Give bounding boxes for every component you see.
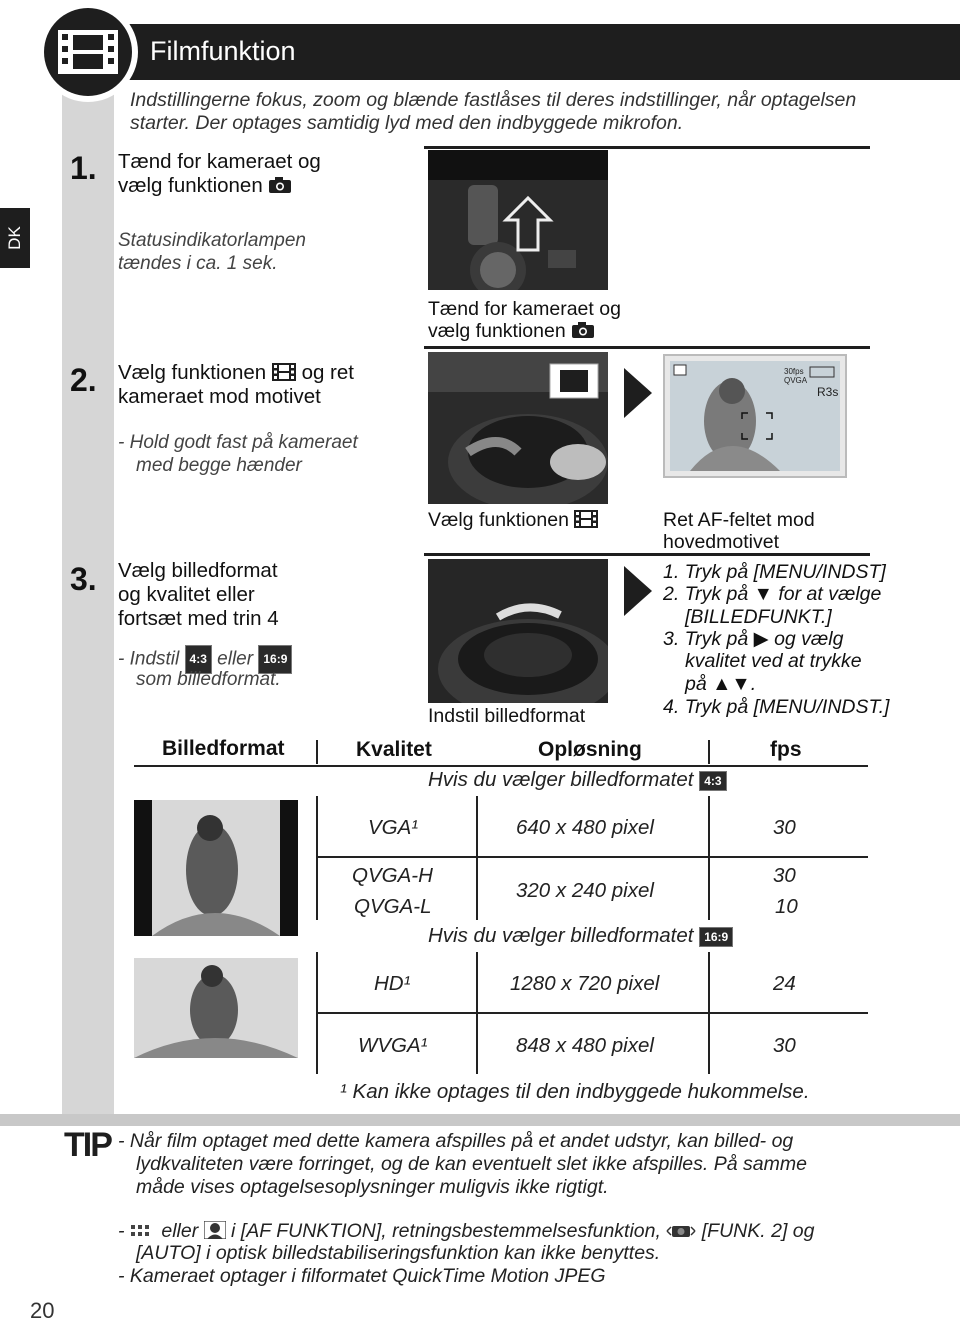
page-number: 20 — [30, 1298, 55, 1323]
row-hd-quality: HD¹ — [374, 972, 411, 995]
camera-icon — [268, 176, 292, 194]
tip-p3: - Kameraet optager i filformatet QuickTime Motion JPEG — [118, 1265, 606, 1287]
step2-line2: kameraet mod motivet — [118, 385, 321, 408]
film-icon — [44, 8, 132, 96]
menu-step-2: 2. Tryk på ▼ for at vælge — [663, 583, 882, 605]
lcd-fps: 30fps — [784, 367, 804, 376]
tip-p2a-end: [FUNK. 2] og — [701, 1220, 815, 1242]
film-icon — [574, 509, 598, 529]
aspect-4-3-badge: 4:3 — [699, 771, 726, 791]
lcd-resolution: QVGA — [784, 376, 808, 385]
row-wvga-fps: 30 — [773, 1034, 796, 1057]
row-qvgah-quality: QVGA-H — [352, 864, 433, 887]
language-tab-label: DK — [5, 226, 24, 250]
lcd-caption1: Ret AF-feltet mod — [663, 509, 815, 531]
divider-step2 — [424, 346, 870, 349]
tip-p1a: - Når film optaget med dette kamera afspilles på et andet udstyr, kan billed- og — [118, 1130, 794, 1152]
table-col-divider — [708, 952, 710, 1012]
table-col-divider — [708, 1014, 710, 1074]
row-qvgal-quality: QVGA-L — [354, 895, 432, 918]
row-hd-fps: 24 — [773, 972, 796, 995]
camera-icon — [571, 321, 595, 339]
table-col-divider — [476, 952, 478, 1012]
table-col-divider — [316, 952, 318, 1012]
menu-step-3: 3. Tryk på ▶ og vælg — [663, 628, 844, 650]
menu-step-4: 4. Tryk på [MENU/INDST.] — [663, 696, 890, 718]
table-row-line — [316, 856, 868, 858]
tip-p1c: måde vises optagelsesoplysninger muligvis ikke rigtigt. — [136, 1176, 609, 1198]
row-qvga-res: 320 x 240 pixel — [516, 879, 654, 902]
table-header-line — [134, 765, 868, 767]
menu-step-3c: på ▲▼. — [685, 673, 757, 695]
step1-line1: Tænd for kameraet og — [118, 150, 321, 173]
table-header-divider — [708, 740, 710, 764]
step1-caption2: vælg funktionen — [428, 320, 566, 342]
table-header-format: Billedformat — [162, 737, 285, 760]
lcd-caption2: hovedmotivet — [663, 531, 779, 553]
arrow-right-icon — [624, 566, 652, 616]
row-wvga-quality: WVGA¹ — [358, 1034, 428, 1057]
step3-sub1b: eller — [217, 648, 254, 670]
row-wvga-res: 848 x 480 pixel — [516, 1034, 654, 1057]
aspect-16-9-badge: 16:9 — [258, 645, 292, 674]
step2-sub1: - Hold godt fast på kameraet — [118, 432, 358, 453]
table-col-divider — [316, 796, 318, 856]
table-sub-16-9: Hvis du vælger billedformatet — [428, 924, 694, 947]
lcd-screen — [665, 356, 845, 476]
table-header-quality: Kvalitet — [356, 738, 432, 761]
tip-p2a-mid2: i [AF FUNKTION], retningsbestemmelsesfunktion, — [231, 1220, 661, 1242]
tip-p2b: [AUTO] i optisk billedstabiliseringsfunktion kan ikke benyttes. — [136, 1242, 661, 1264]
step3-number: 3. — [70, 561, 97, 597]
sample-photo-4-3 — [134, 800, 298, 936]
menu-step-3b: kvalitet ved at trykke — [685, 650, 862, 672]
camera-top-photo — [428, 150, 608, 290]
row-vga-fps: 30 — [773, 816, 796, 839]
divider-top — [424, 146, 870, 149]
step3-sub2: som billedformat. — [136, 669, 281, 690]
mode-dial-photo — [428, 352, 608, 504]
table-header-resolution: Opløsning — [538, 738, 642, 761]
intro-text: Indstillingerne fokus, zoom og blænde fastlåses til deres indstillinger, når optagelsen starter. Der optages samtidig lyd med den indbyggede mikrofon. — [130, 89, 857, 134]
tip-p2a-mid1: eller — [161, 1220, 199, 1242]
step3-line2: og kvalitet eller — [118, 583, 255, 606]
menu-step-1: 1. Tryk på [MENU/INDST] — [663, 561, 886, 583]
step3-caption: Indstil billedformat — [428, 705, 586, 727]
step1-line2: vælg funktionen — [118, 174, 263, 197]
tip-label: TIP — [64, 1126, 111, 1164]
step2-sub2: med begge hænder — [136, 455, 302, 476]
tip-bar — [0, 1114, 960, 1126]
page-title: Filmfunktion — [150, 36, 296, 66]
lens-ring-photo — [428, 559, 608, 703]
step1-number: 1. — [70, 150, 97, 186]
step2-number: 2. — [70, 362, 97, 398]
step2-line1b: og ret — [301, 361, 354, 384]
face-detection-icon — [204, 1221, 226, 1239]
step3-line3: fortsæt med trin 4 — [118, 607, 279, 630]
left-margin-band — [62, 85, 114, 1115]
step3-sub1a: - Indstil — [118, 648, 180, 670]
header-badge-inner — [44, 8, 132, 96]
table-header-divider — [316, 740, 318, 764]
table-col-divider — [708, 796, 710, 856]
row-qvgal-fps: 10 — [775, 895, 798, 918]
table-col-divider — [476, 858, 478, 920]
film-icon — [272, 362, 296, 382]
stabilizer-icon — [666, 1223, 696, 1239]
row-hd-res: 1280 x 720 pixel — [510, 972, 660, 995]
multi-area-af-icon — [130, 1223, 156, 1239]
tip-p1b: lydkvaliteten være forringet, og de kan eventuelt slet ikke afspilles. På samme — [136, 1153, 807, 1175]
table-col-divider — [476, 796, 478, 856]
tip-p2a-pre: - — [118, 1220, 125, 1242]
step1-sub2: tændes i ca. 1 sek. — [118, 253, 278, 274]
step3-line1: Vælg billedformat — [118, 559, 278, 582]
sample-photo-16-9 — [134, 958, 298, 1058]
language-tab — [0, 208, 30, 268]
step1-sub1: Statusindikatorlampen — [118, 230, 306, 251]
lcd-remaining-time: R3s — [817, 385, 839, 399]
menu-step-2b: [BILLEDFUNKT.] — [685, 606, 832, 628]
table-row-line — [316, 1012, 868, 1014]
table-col-divider — [476, 1014, 478, 1074]
table-col-divider — [316, 858, 318, 920]
aspect-4-3-badge: 4:3 — [185, 645, 212, 674]
aspect-16-9-badge: 16:9 — [699, 927, 733, 947]
table-footnote: ¹ Kan ikke optages til den indbyggede hukommelse. — [340, 1080, 810, 1103]
step2-caption: Vælg funktionen — [428, 509, 569, 531]
table-header-fps: fps — [770, 738, 802, 761]
divider-step3 — [424, 553, 870, 556]
row-vga-res: 640 x 480 pixel — [516, 816, 654, 839]
table-sub-4-3: Hvis du vælger billedformatet — [428, 768, 694, 791]
table-col-divider — [708, 858, 710, 920]
arrow-right-icon — [624, 368, 652, 418]
table-col-divider — [316, 1014, 318, 1074]
row-vga-quality: VGA¹ — [368, 816, 419, 839]
step1-caption1: Tænd for kameraet og — [428, 298, 621, 320]
step2-line1a: Vælg funktionen — [118, 361, 267, 384]
row-qvgah-fps: 30 — [773, 864, 796, 887]
